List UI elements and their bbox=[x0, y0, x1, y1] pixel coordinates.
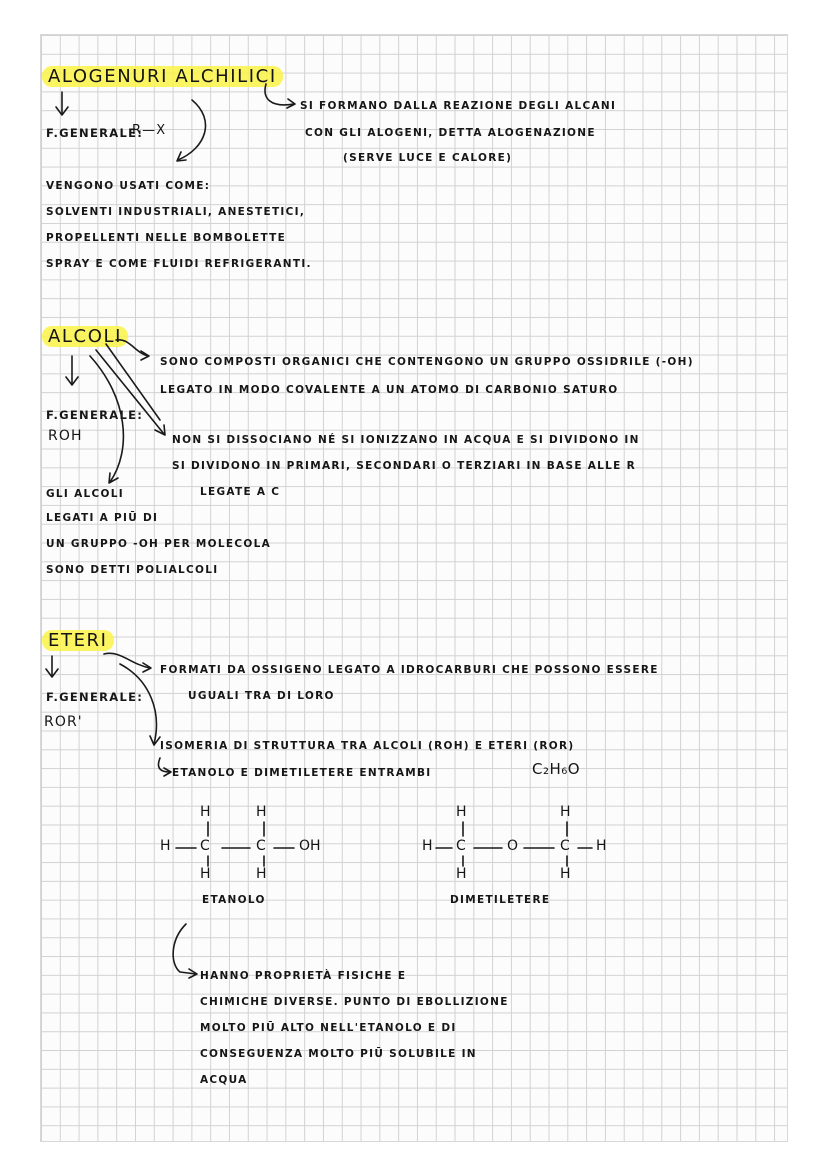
properties-line-2: CHIMICHE DIVERSE. PUNTO DI EBOLLIZIONE bbox=[200, 996, 509, 1008]
ether-c-1: C bbox=[456, 838, 466, 854]
ether-h-right: H bbox=[596, 838, 607, 854]
alcoli-classification-line-2: SI DIVIDONO IN PRIMARI, SECONDARI O TERZIARI IN BASE ALLE R bbox=[172, 460, 636, 472]
alogenuri-uses-line-2: SOLVENTI INDUSTRIALI, ANESTETICI, bbox=[46, 206, 306, 218]
isomeria-line-1: ISOMERIA DI STRUTTURA TRA ALCOLI (ROH) E ETERI (ROR) bbox=[160, 740, 575, 752]
ethanol-h-top-1: H bbox=[200, 804, 211, 820]
alcoli-classification-line-1: NON SI DISSOCIANO NÉ SI IONIZZANO IN ACQUA E SI DIVIDONO IN bbox=[172, 434, 640, 446]
isomeria-line-2: ETANOLO E DIMETILETERE ENTRAMBI bbox=[172, 767, 432, 779]
ethanol-oh: OH bbox=[299, 838, 321, 854]
ethanol-h-bottom-1: H bbox=[200, 866, 211, 882]
ethanol-h-left: H bbox=[160, 838, 171, 854]
alogenuri-note-line-1: SI FORMANO DALLA REAZIONE DEGLI ALCANI bbox=[300, 100, 617, 112]
ether-name: DIMETILETERE bbox=[450, 894, 551, 906]
polialcoli-line-3: UN GRUPPO -OH PER MOLECOLA bbox=[46, 538, 271, 550]
ether-h-top-1: H bbox=[456, 804, 467, 820]
alogenuri-formula-label: F.GENERALE: bbox=[46, 126, 144, 140]
ethanol-c-2: C bbox=[256, 838, 266, 854]
alcoli-formula: ROH bbox=[48, 428, 83, 444]
grid-notebook-page bbox=[40, 34, 788, 1142]
alogenuri-uses-line-4: SPRAY E COME FLUIDI REFRIGERANTI. bbox=[46, 258, 312, 270]
alogenuri-note-line-2: CON GLI ALOGENI, DETTA ALOGENAZIONE bbox=[305, 127, 596, 139]
properties-line-5: ACQUA bbox=[200, 1074, 248, 1086]
alogenuri-uses-line-3: PROPELLENTI NELLE BOMBOLETTE bbox=[46, 232, 287, 244]
ether-h-bottom-1: H bbox=[456, 866, 467, 882]
alcoli-desc-line-2: LEGATO IN MODO COVALENTE A UN ATOMO DI CARBONIO SATURO bbox=[160, 384, 619, 396]
alogenuri-formula: R—X bbox=[132, 123, 167, 138]
ethanol-c-1: C bbox=[200, 838, 210, 854]
molecular-formula: C₂H₆O bbox=[532, 760, 581, 778]
alcoli-desc-line-1: SONO COMPOSTI ORGANICI CHE CONTENGONO UN GRUPPO OSSIDRILE (-OH) bbox=[160, 356, 694, 368]
ether-c-2: C bbox=[560, 838, 570, 854]
heading-eteri: ETERI bbox=[42, 630, 114, 651]
polialcoli-line-1: GLI ALCOLI bbox=[46, 488, 124, 500]
eteri-desc-line-2: UGUALI TRA DI LORO bbox=[188, 690, 335, 702]
properties-line-4: CONSEGUENZA MOLTO PIŪ SOLUBILE IN bbox=[200, 1048, 477, 1060]
eteri-formula: ROR' bbox=[44, 714, 83, 730]
ethanol-name: ETANOLO bbox=[202, 894, 266, 906]
ethanol-h-top-2: H bbox=[256, 804, 267, 820]
eteri-desc-line-1: FORMATI DA OSSIGENO LEGATO A IDROCARBURI CHE POSSONO ESSERE bbox=[160, 664, 659, 676]
ether-h-top-2: H bbox=[560, 804, 571, 820]
ether-o: O bbox=[507, 838, 519, 854]
polialcoli-line-2: LEGATI A PIŪ DI bbox=[46, 512, 159, 524]
ethanol-h-bottom-2: H bbox=[256, 866, 267, 882]
properties-line-3: MOLTO PIŪ ALTO NELL'ETANOLO E DI bbox=[200, 1022, 457, 1034]
ether-h-left: H bbox=[422, 838, 433, 854]
alogenuri-uses-line-1: VENGONO USATI COME: bbox=[46, 180, 211, 192]
polialcoli-line-4: SONO DETTI POLIALCOLI bbox=[46, 564, 219, 576]
ether-h-bottom-2: H bbox=[560, 866, 571, 882]
alcoli-formula-label: F.GENERALE: bbox=[46, 408, 144, 422]
eteri-formula-label: F.GENERALE: bbox=[46, 690, 144, 704]
heading-alogenuri-alchilici: ALOGENURI ALCHILICI bbox=[42, 66, 283, 87]
heading-alcoli: ALCOLI bbox=[42, 326, 128, 347]
properties-line-1: HANNO PROPRIETÀ FISICHE E bbox=[200, 970, 407, 982]
alcoli-classification-line-3: LEGATE A C bbox=[200, 486, 281, 498]
alogenuri-note-line-3: (SERVE LUCE E CALORE) bbox=[343, 152, 513, 164]
